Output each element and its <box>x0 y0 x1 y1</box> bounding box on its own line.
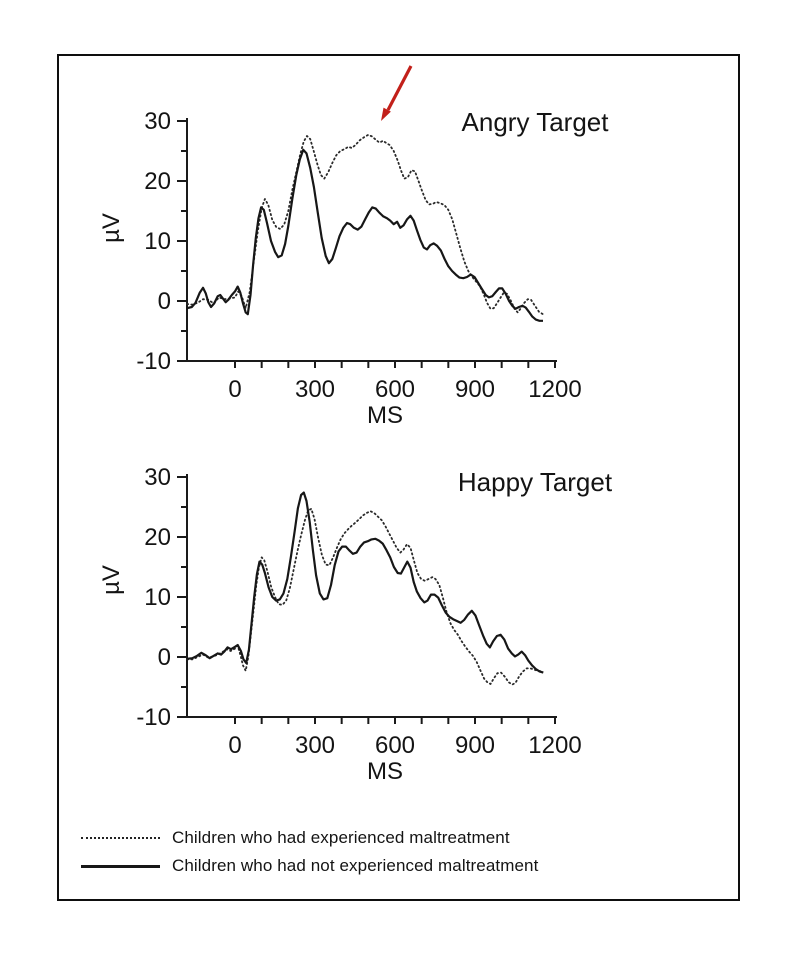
series-dotted <box>187 509 542 685</box>
x-tick-label: 600 <box>374 732 416 759</box>
y-tick-label: 10 <box>144 228 171 255</box>
y-tick-label: -10 <box>136 704 171 731</box>
x-tick-label: 900 <box>454 376 496 403</box>
series-dotted <box>187 135 543 314</box>
plot-layer <box>136 108 581 403</box>
x-axis-label: MS <box>367 758 403 785</box>
y-tick-label: 20 <box>144 168 171 195</box>
legend-item-not-maltreated <box>81 852 538 880</box>
annotation-arrow <box>381 66 411 121</box>
happy-target-chart <box>58 420 738 800</box>
x-tick-label: 1200 <box>528 732 582 759</box>
y-tick-label: 0 <box>157 644 171 671</box>
x-tick-label: 300 <box>294 376 336 403</box>
x-axis-label: MS <box>367 402 403 429</box>
axis <box>187 118 557 361</box>
series-solid <box>187 493 543 673</box>
x-tick-label: 1200 <box>528 376 582 403</box>
y-tick-label: 30 <box>144 108 171 135</box>
dotted-line-sample <box>81 837 160 839</box>
x-tick-label: 600 <box>374 376 416 403</box>
legend-item-maltreated <box>81 824 538 852</box>
legend-label: Children who had not experienced maltreatment <box>172 856 539 875</box>
series-solid <box>187 150 543 321</box>
y-tick-label: 10 <box>144 584 171 611</box>
angry-target-chart <box>58 56 738 431</box>
y-tick-label: 0 <box>157 288 171 315</box>
y-tick-label: 20 <box>144 524 171 551</box>
legend-label: Children who had experienced maltreatment <box>172 828 510 847</box>
y-tick-label: -10 <box>136 348 171 375</box>
chart-title: Angry Target <box>461 107 609 137</box>
x-tick-label: 900 <box>454 732 496 759</box>
x-tick-label: 0 <box>228 732 242 759</box>
x-tick-label: 300 <box>294 732 336 759</box>
solid-line-sample <box>81 865 160 868</box>
y-axis-label: µV <box>98 213 125 243</box>
y-axis-label: µV <box>98 565 125 595</box>
chart-title: Happy Target <box>457 467 613 497</box>
y-tick-label: 30 <box>144 464 171 491</box>
legend <box>81 824 538 880</box>
axis <box>187 474 557 717</box>
x-tick-label: 0 <box>228 376 242 403</box>
plot-layer <box>136 464 581 759</box>
